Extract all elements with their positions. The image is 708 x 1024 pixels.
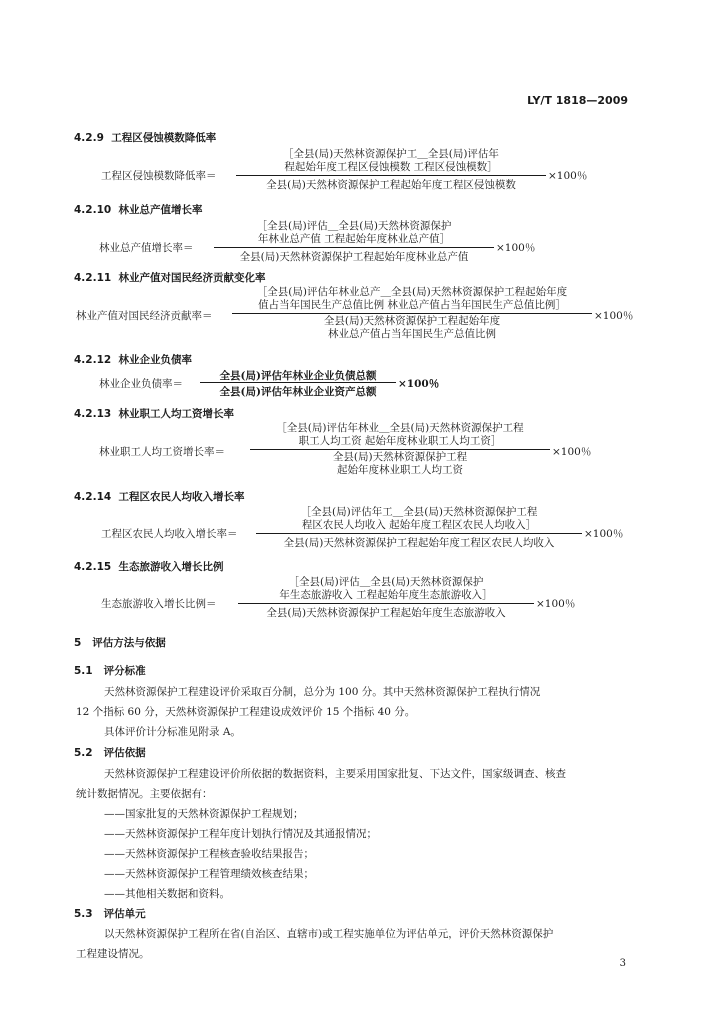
fraction-bar xyxy=(200,382,396,383)
formula-numerator: ［全县(局)评估＿全县(局)天然林资源保护 年林业总产值 工程起始年度林业总产值］ xyxy=(256,220,452,245)
heading-5-2: 5.2 评估依据 xyxy=(74,747,146,759)
paragraph: 具体评价计分标准见附录 A。 xyxy=(104,726,241,738)
paragraph: 12 个指标 60 分，天然林资源保护工程建设成效评价 15 个指标 40 分。 xyxy=(76,706,416,718)
formula-rhs: ×100％ xyxy=(552,446,592,458)
formula-numerator: ［全县(局)天然林资源保护工＿全县(局)评估年 程起始年度工程区侵蚀模数 工程区侵蚀模数］ xyxy=(283,148,499,173)
list-item: ——国家批复的天然林资源保护工程规划； xyxy=(104,808,304,820)
heading-5-3: 5.3 评估单元 xyxy=(74,908,146,920)
fraction-bar xyxy=(256,533,582,534)
formula-4-2-15 xyxy=(0,576,708,622)
formula-lhs: 工程区农民人均收入增长率＝ xyxy=(101,528,238,540)
formula-4-2-14 xyxy=(0,506,708,552)
heading-4-2-14: 4.2.14 工程区农民人均收入增长率 xyxy=(74,491,245,503)
formula-lhs: 林业产值对国民经济贡献率＝ xyxy=(76,310,213,322)
formula-denominator: 全县(局)天然林资源保护工程起始年度工程区农民人均收入 xyxy=(283,537,555,549)
fraction-bar xyxy=(232,313,592,314)
formula-denominator: 全县(局)天然林资源保护工程起始年度林业总产值 xyxy=(239,251,469,263)
formula-rhs: ×100％ xyxy=(496,242,536,254)
paragraph: 统计数据情况。主要依据有： xyxy=(76,788,213,800)
formula-rhs: ×100％ xyxy=(584,528,624,540)
paragraph: 天然林资源保护工程建设评价采取百分制，总分为 100 分。其中天然林资源保护工程执行情况 xyxy=(104,686,541,698)
list-item: ——其他相关数据和资料。 xyxy=(104,888,230,900)
formula-4-2-9 xyxy=(0,148,708,194)
fraction-bar xyxy=(236,175,546,176)
formula-numerator: ［全县(局)评估年工＿全县(局)天然林资源保护工程 程区农民人均收入 起始年度工程区农民人均收入］ xyxy=(300,506,538,531)
heading-5-1: 5.1 评分标准 xyxy=(74,665,146,677)
formula-rhs: ×100％ xyxy=(398,378,440,390)
list-item: ——天然林资源保护工程核查验收结果报告； xyxy=(104,848,314,860)
paragraph: 以天然林资源保护工程所在省(自治区、直辖市)或工程实施单位为评估单元，评价天然林资源保护 xyxy=(104,928,554,940)
formula-denominator: 全县(局)天然林资源保护工程起始年度生态旅游收入 xyxy=(266,607,506,619)
formula-numerator: 全县(局)评估年林业企业负债总额 xyxy=(219,370,377,382)
formula-rhs: ×100％ xyxy=(548,170,588,182)
heading-4-2-12: 4.2.12 林业企业负债率 xyxy=(74,354,193,366)
standard-code: LY/T 1818—2009 xyxy=(527,94,628,107)
heading-4-2-10: 4.2.10 林业总产值增长率 xyxy=(74,204,203,216)
formula-lhs: 工程区侵蚀模数降低率＝ xyxy=(101,170,217,182)
formula-rhs: ×100％ xyxy=(594,310,634,322)
fraction-bar xyxy=(214,247,494,248)
formula-rhs: ×100％ xyxy=(536,598,576,610)
formula-denominator: 全县(局)天然林资源保护工程 起始年度林业职工人均工资 xyxy=(332,451,468,476)
heading-4-2-11: 4.2.11 林业产值对国民经济贡献变化率 xyxy=(74,272,266,284)
list-item: ——天然林资源保护工程年度计划执行情况及其通报情况； xyxy=(104,828,377,840)
heading-4-2-9: 4.2.9 工程区侵蚀模数降低率 xyxy=(74,132,217,144)
formula-numerator: ［全县(局)评估年林业总产＿全县(局)天然林资源保护工程起始年度 值占当年国民生产总值比例 林业总产值占当年国民生产总值比例］ xyxy=(256,286,568,311)
formula-lhs: 林业职工人均工资增长率＝ xyxy=(99,446,225,458)
formula-numerator: ［全县(局)评估＿全县(局)天然林资源保护 年生态旅游收入 工程起始年度生态旅游收入］ xyxy=(279,576,493,601)
formula-lhs: 林业企业负债率＝ xyxy=(99,378,183,390)
heading-5: 5 评估方法与依据 xyxy=(74,637,166,649)
list-item: ——天然林资源保护工程管理绩效核查结果； xyxy=(104,868,314,880)
heading-4-2-13: 4.2.13 林业职工人均工资增长率 xyxy=(74,408,235,420)
formula-4-2-13 xyxy=(0,422,708,484)
paragraph: 工程建设情况。 xyxy=(76,948,150,960)
formula-4-2-12 xyxy=(0,368,708,400)
paragraph: 天然林资源保护工程建设评价所依据的数据资料，主要采用国家批复、下达文件，国家级调查、核查 xyxy=(104,768,566,780)
formula-4-2-10 xyxy=(0,220,708,266)
fraction-bar xyxy=(238,603,534,604)
fraction-bar xyxy=(250,449,550,450)
heading-4-2-15: 4.2.15 生态旅游收入增长比例 xyxy=(74,561,224,573)
formula-denominator: 全县(局)评估年林业企业资产总额 xyxy=(219,386,377,398)
formula-denominator: 全县(局)天然林资源保护工程起始年度工程区侵蚀模数 xyxy=(266,179,516,191)
formula-4-2-11 xyxy=(0,286,708,348)
formula-denominator: 全县(局)天然林资源保护工程起始年度 林业总产值占当年国民生产总值比例 xyxy=(323,315,501,340)
formula-lhs: 生态旅游收入增长比例＝ xyxy=(101,598,217,610)
formula-lhs: 林业总产值增长率＝ xyxy=(99,242,194,254)
formula-numerator: ［全县(局)评估年林业＿全县(局)天然林资源保护工程 职工人均工资 起始年度林业职工人均工资］ xyxy=(276,422,524,447)
page-number: 3 xyxy=(619,958,626,969)
